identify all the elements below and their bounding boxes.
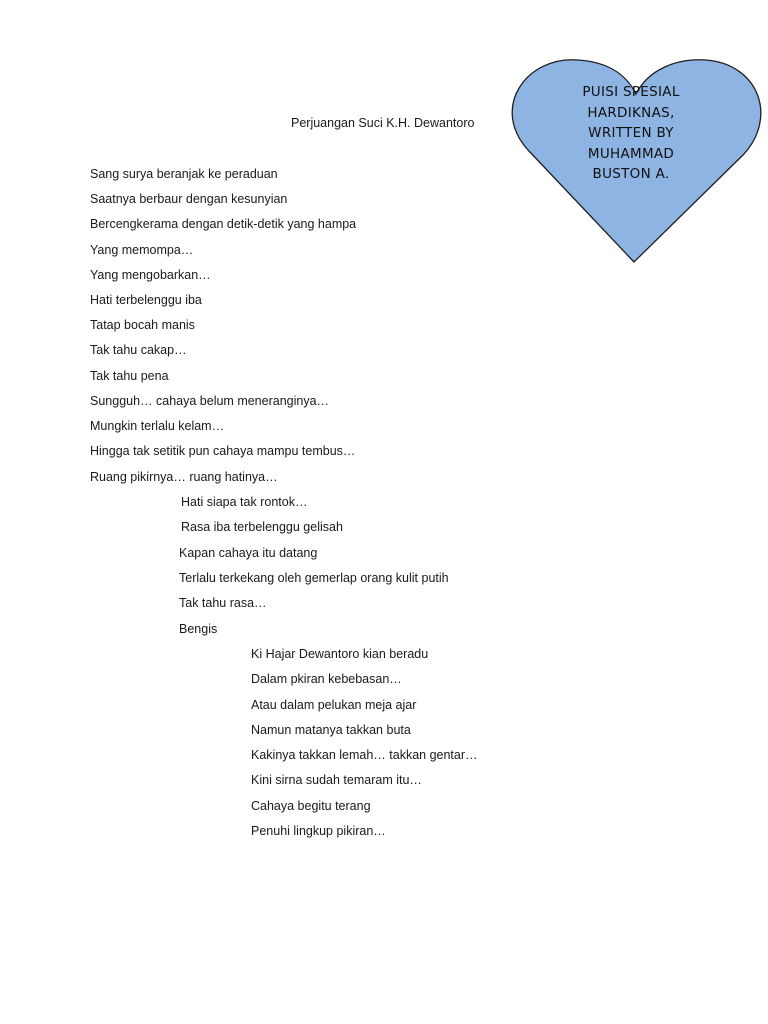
poem-line: Penuhi lingkup pikiran… xyxy=(251,824,386,838)
poem-line: Namun matanya takkan buta xyxy=(251,723,411,737)
poem-line: Yang memompa… xyxy=(90,243,194,257)
heart-badge-line: MUHAMMAD xyxy=(587,145,675,162)
heart-badge-line: HARDIKNAS, xyxy=(587,104,675,121)
poem-line: Ki Hajar Dewantoro kian beradu xyxy=(251,647,429,661)
poem-line: Terlalu terkekang oleh gemerlap orang kulit putih xyxy=(179,571,449,585)
poem-line: Ruang pikirnya… ruang hatinya… xyxy=(90,470,278,484)
poem-line: Tak tahu rasa… xyxy=(179,596,267,610)
poem-line: Bengis xyxy=(179,622,218,636)
poem-line: Hati siapa tak rontok… xyxy=(181,495,308,509)
poem-line: Mungkin terlalu kelam… xyxy=(90,419,225,433)
poem-line: Bercengkerama dengan detik-detik yang hampa xyxy=(90,217,357,231)
heart-badge-text xyxy=(556,82,706,185)
poem-line: Saatnya berbaur dengan kesunyian xyxy=(90,192,288,206)
poem-line: Cahaya begitu terang xyxy=(251,799,371,813)
poem-line: Hati terbelenggu iba xyxy=(90,293,202,307)
heart-badge-line: BUSTON A. xyxy=(592,166,670,182)
poem-line: Atau dalam pelukan meja ajar xyxy=(251,698,417,712)
poem-line: Kini sirna sudah temaram itu… xyxy=(251,773,422,787)
poem-line: Sang surya beranjak ke peraduan xyxy=(90,167,278,181)
heart-badge-line: WRITTEN BY xyxy=(588,125,674,141)
poem-line: Tatap bocah manis xyxy=(90,318,195,332)
heart-badge-line: PUISI SPESIAL xyxy=(582,84,680,100)
poem-line: Tak tahu pena xyxy=(90,369,169,383)
poem-line: Hingga tak setitik pun cahaya mampu tembus… xyxy=(90,444,356,458)
poem-title: Perjuangan Suci K.H. Dewantoro xyxy=(291,116,475,130)
poem-line: Kakinya takkan lemah… takkan gentar… xyxy=(251,748,478,762)
poem-line: Tak tahu cakap… xyxy=(90,343,187,357)
heart-badge xyxy=(508,54,764,266)
poem-line: Rasa iba terbelenggu gelisah xyxy=(181,520,343,534)
poem-line: Sungguh… cahaya belum meneranginya… xyxy=(90,394,330,408)
poem-line: Dalam pkiran kebebasan… xyxy=(251,672,402,686)
poem-line: Kapan cahaya itu datang xyxy=(179,546,318,560)
poem-line: Yang mengobarkan… xyxy=(90,268,211,282)
